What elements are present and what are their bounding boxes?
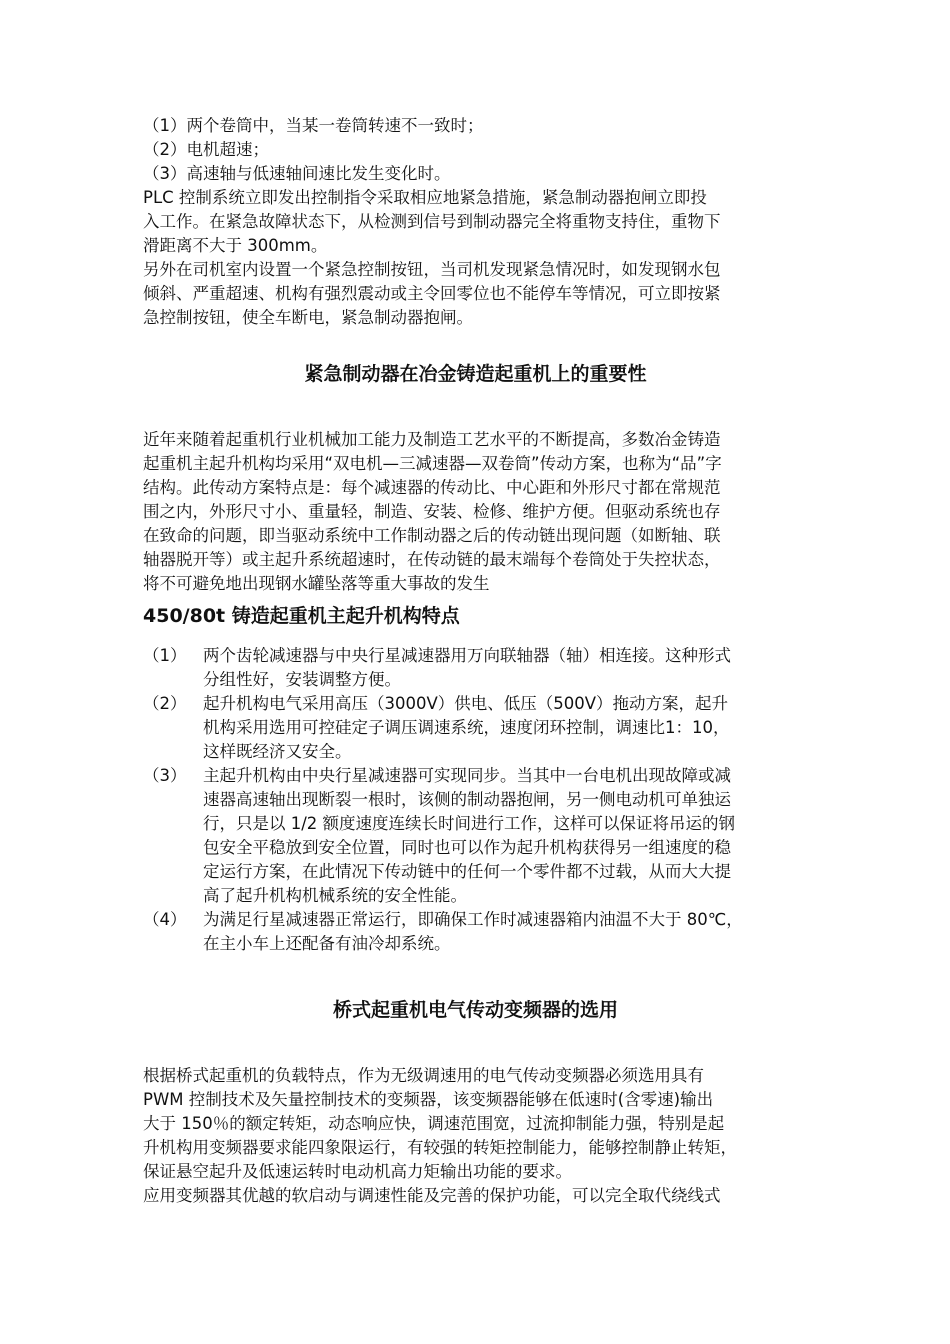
- paragraph-line: PWM 控制技术及矢量控制技术的变频器，该变频器能够在低速时(含零速)输出: [143, 1090, 714, 1109]
- paragraph-line: 将不可避免地出现钢水罐坠落等重大事故的发生: [143, 574, 490, 593]
- paragraph-line: 大于 150％的额定转矩，动态响应快，调速范围宽，过流抑制能力强，特别是起: [143, 1114, 725, 1133]
- paragraph-line: PLC 控制系统立即发出控制指令采取相应地紧急措施，紧急制动器抱闸立即投: [143, 188, 707, 207]
- paragraph-line: 轴器脱开等）或主起升系统超速时，在传动链的最末端每个卷筒处于失控状态，: [143, 550, 721, 569]
- paragraph-line: 应用变频器其优越的软启动与调速性能及完善的保护功能，可以完全取代绕线式: [143, 1186, 721, 1205]
- feature-line: 分组性好，安装调整方便。: [203, 670, 401, 689]
- paragraph-line: 倾斜、严重超速、机构有强烈震动或主令回零位也不能停车等情况，可立即按紧: [143, 284, 721, 303]
- feature-item-1: [143, 644, 808, 692]
- feature-line: 主起升机构由中央行星减速器可实现同步。当其中一台电机出现故障或减: [203, 766, 731, 785]
- plc-paragraph: [143, 186, 808, 258]
- feature-item-2: [143, 692, 808, 764]
- feature-item-4: [143, 908, 808, 956]
- condition-item-3: （3）高速轴与低速轴间速比发生变化时。: [143, 164, 451, 183]
- feature-line: 两个齿轮减速器与中央行星减速器用万向联轴器（轴）相连接。这种形式: [203, 646, 731, 665]
- paragraph-line: 升机构用变频器要求能四象限运行，有较强的转矩控制能力，能够控制静止转矩，: [143, 1138, 737, 1157]
- paragraph-line: 围之内，外形尺寸小、重量轻，制造、安装、检修、维护方便。但驱动系统也存: [143, 502, 721, 521]
- paragraph-line: 结构。此传动方案特点是：每个减速器的传动比、中心距和外形尺寸都在常规范: [143, 478, 721, 497]
- feature-line: 高了起升机构机械系统的安全性能。: [203, 886, 467, 905]
- condition-item-2: （2）电机超速；: [143, 140, 269, 159]
- feature-line: 为满足行星减速器正常运行，即确保工作时减速器箱内油温不大于 80℃，: [203, 910, 743, 929]
- section-title-inverter: 桥式起重机电气传动变频器的选用: [332, 999, 618, 1021]
- feature-number: （2）: [143, 694, 187, 713]
- paragraph-line: 另外在司机室内设置一个紧急控制按钮，当司机发现紧急情况时，如发现钢水包: [143, 260, 721, 279]
- condition-list: [143, 114, 808, 186]
- feature-line: 速器高速轴出现断裂一根时，该侧的制动器抱闸，另一侧电动机可单独运: [203, 790, 731, 809]
- feature-line: 行，只是以 1/2 额度速度连续长时间进行工作，这样可以保证将吊运的钢: [203, 814, 736, 833]
- feature-line: 起升机构电气采用高压（3000V）供电、低压（500V）拖动方案，起升: [203, 694, 729, 713]
- feature-line: 定运行方案，在此情况下传动链中的任何一个零件都不过载，从而大大提: [203, 862, 731, 881]
- feature-line: 机构采用选用可控硅定子调压调速系统，速度闭环控制，调速比1：10，: [203, 718, 730, 737]
- paragraph-line: 根据桥式起重机的负载特点，作为无级调速用的电气传动变频器必须选用具有: [143, 1066, 704, 1085]
- feature-line: 这样既经济又安全。: [203, 742, 352, 761]
- feature-number: （3）: [143, 766, 187, 785]
- emergency-button-paragraph: [143, 258, 808, 330]
- importance-paragraph: [143, 428, 808, 596]
- condition-item-1: （1）两个卷筒中，当某一卷筒转速不一致时；: [143, 116, 484, 135]
- feature-number: （1）: [143, 646, 187, 665]
- paragraph-line: 滑距离不大于 300mm。: [143, 236, 328, 255]
- feature-line: 包安全平稳放到安全位置，同时也可以作为起升机构获得另一组速度的稳: [203, 838, 731, 857]
- inverter-paragraph: [143, 1064, 808, 1184]
- feature-number: （4）: [143, 910, 187, 929]
- paragraph-line: 在致命的问题，即当驱动系统中工作制动器之后的传动链出现问题（如断轴、联: [143, 526, 721, 545]
- feature-list: [143, 644, 808, 956]
- inverter-application-paragraph: [143, 1184, 808, 1208]
- paragraph-line: 入工作。在紧急故障状态下，从检测到信号到制动器完全将重物支持住，重物下: [143, 212, 721, 231]
- document-content: [143, 114, 808, 1208]
- section-title-importance: 紧急制动器在冶金铸造起重机上的重要性: [304, 363, 647, 385]
- paragraph-line: 保证悬空起升及低速运转时电动机高力矩输出功能的要求。: [143, 1162, 572, 1181]
- feature-item-3: [143, 764, 808, 908]
- paragraph-line: 起重机主起升机构均采用“双电机—三减速器—双卷筒”传动方案，也称为“品”字: [143, 454, 722, 473]
- paragraph-line: 近年来随着起重机行业机械加工能力及制造工艺水平的不断提高，多数冶金铸造: [143, 430, 721, 449]
- paragraph-line: 急控制按钮，使全车断电，紧急制动器抱闸。: [143, 308, 473, 327]
- section-title-hoist-features: 450/80t 铸造起重机主起升机构特点: [143, 605, 460, 627]
- feature-line: 在主小车上还配备有油冷却系统。: [203, 934, 451, 953]
